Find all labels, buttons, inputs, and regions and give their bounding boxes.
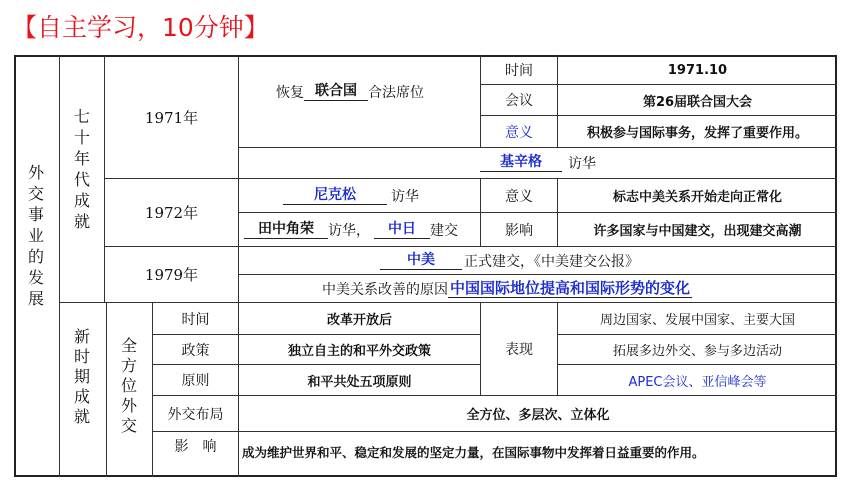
- year-1979: 1979年: [144, 266, 199, 284]
- layout-label: 外交布局: [167, 406, 224, 423]
- nixon-suffix: 访华: [391, 188, 419, 205]
- policy-label: 政策: [181, 342, 210, 359]
- kissinger-suffix: 访华: [568, 156, 596, 172]
- time-label-newera: 时间: [181, 311, 210, 328]
- tanaka-mid: 访华，: [328, 222, 370, 239]
- time-label-1971: 时间: [505, 63, 533, 79]
- layout-value: 全方位、多层次、立体化: [466, 408, 610, 423]
- restore-un-seat: [239, 56, 480, 128]
- nixon-answer: 尼克松: [283, 187, 387, 205]
- newera-label: 新时期成就: [73, 327, 90, 426]
- page-title: 【自主学习，10分钟】: [12, 13, 269, 42]
- time-value-newera: 改革开放后: [326, 313, 392, 328]
- nixon-visit: [283, 179, 480, 212]
- meaning-label-1971: 意义: [505, 124, 533, 141]
- show-label: 表现: [505, 342, 533, 358]
- sino-us-answer: 中美: [380, 252, 462, 270]
- time-value-1971: 1971.10: [667, 62, 728, 78]
- restore-answer: 联合国: [304, 83, 368, 101]
- meaning-value-1972: 标志中美关系开始走向正常化: [612, 190, 782, 205]
- year-1972: 1972年: [144, 204, 199, 222]
- sino-us-suffix: 正式建交，《中美建交公报》: [464, 253, 639, 270]
- meaning-label-1972: 意义: [505, 188, 533, 205]
- reason-prefix: 中美关系改善的原因: [322, 281, 448, 298]
- tanaka-answer: 田中角荣: [244, 221, 328, 239]
- restore-suffix: 合法席位: [368, 85, 424, 101]
- kissinger-answer: 基辛格: [480, 154, 562, 172]
- show-item-2: 拓展多边外交、参与多边活动: [612, 344, 782, 359]
- impact-value-1972: 许多国家与中国建交，出现建交高潮: [593, 224, 802, 239]
- tanaka-visit: [244, 213, 480, 246]
- principle-value: 和平共处五项原则: [307, 374, 412, 390]
- year-1971: 1971年: [144, 108, 199, 127]
- policy-value: 独立自主的和平外交政策: [287, 344, 431, 359]
- meaning-value-1971: 积极参与国际事务，发挥了重要作用。: [586, 126, 808, 141]
- divider: [59, 55, 60, 477]
- divider: [106, 302, 107, 477]
- allround-label: 全方位外交: [120, 336, 137, 435]
- kissinger-visit: [480, 148, 630, 178]
- impact-value-newera: 成为维护世界和平、稳定和发展的坚定力量，在国际事物中发挥着日益重要的作用。: [242, 445, 705, 460]
- china-japan-answer: 中日: [374, 221, 430, 239]
- show-item-1: 周边国家、发展中国家、主要大国: [599, 313, 795, 328]
- meeting-label: 会议: [505, 93, 533, 109]
- impact-label-newera: 影 响: [174, 439, 217, 455]
- reason-answer: 中国国际地位提高和国际形势的变化: [450, 278, 691, 297]
- impact-label-1972: 影响: [505, 222, 533, 239]
- main-side-label: 外交事业的发展: [27, 163, 44, 308]
- principle-label: 原则: [181, 373, 210, 389]
- meeting-value: 第26届联合国大会: [642, 94, 753, 110]
- tanaka-suffix: 建交: [430, 222, 458, 239]
- seventies-label: 七十年代成就: [73, 107, 90, 231]
- show-item-3: APEC会议、亚信峰会等: [628, 374, 767, 390]
- relation-reason: [322, 275, 837, 302]
- restore-prefix: 恢复: [276, 85, 304, 101]
- sino-us-establishment: [380, 247, 837, 274]
